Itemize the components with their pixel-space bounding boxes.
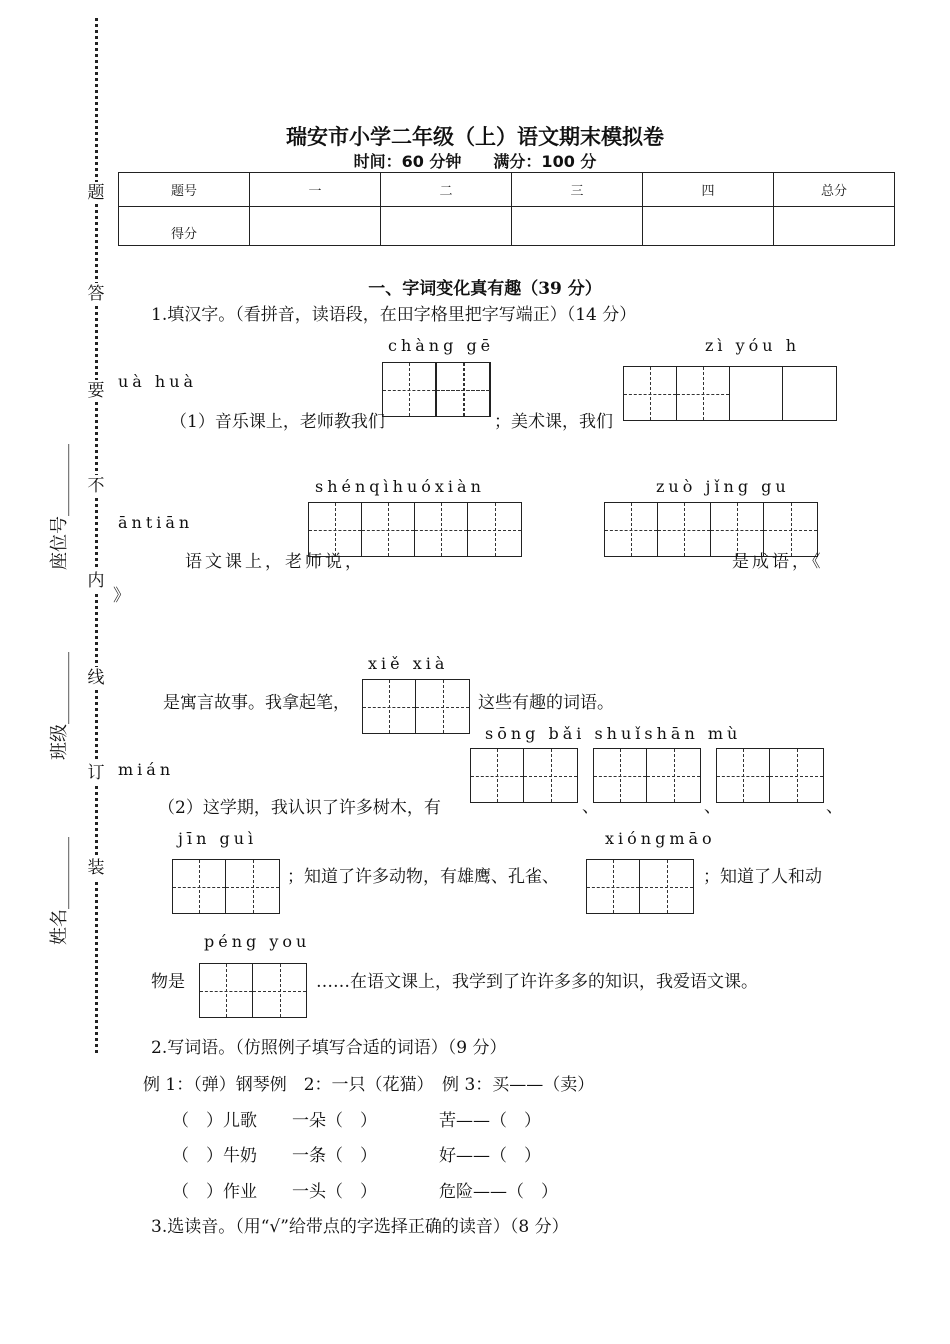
passage-text: ；知道了人和动	[703, 867, 822, 887]
pinyin: zuò jǐng gu	[656, 477, 790, 496]
name-field[interactable]: 姓名________	[49, 837, 70, 945]
score-cell[interactable]	[381, 207, 512, 246]
pinyin: jīn guì	[178, 829, 258, 848]
passage-text: 物是	[151, 972, 185, 992]
question-title: 1.填汉字。（看拼音，读语段，在田字格里把字写端正）（14 分）	[151, 305, 637, 325]
score-header: 二	[381, 173, 512, 207]
passage-text: 》	[113, 586, 130, 606]
pinyin: sōng bǎi shuǐshān mù	[485, 724, 742, 743]
score-header: 总分	[774, 173, 895, 207]
tianzige-box[interactable]	[623, 366, 837, 421]
score-header: 四	[643, 173, 774, 207]
binding-char: 内	[85, 570, 107, 592]
score-cell[interactable]	[512, 207, 643, 246]
score-cell[interactable]	[643, 207, 774, 246]
word-blank[interactable]: （ ）作业	[172, 1182, 257, 1202]
word-blank[interactable]: 苦——（ ）	[439, 1111, 541, 1131]
binding-dotted-line	[95, 18, 98, 1053]
score-cell[interactable]	[250, 207, 381, 246]
binding-char: 题	[85, 182, 107, 204]
pinyin: xiě xià	[368, 654, 449, 673]
pinyin: mián	[118, 760, 175, 779]
separator: 、	[826, 797, 843, 817]
pinyin: chàng gē	[388, 336, 495, 355]
passage-text: ；知道了许多动物，有雄鹰、孔雀、	[287, 867, 559, 887]
binding-char: 不	[85, 475, 107, 497]
question-title: 2.写词语。（仿照例子填写合适的词语）（9 分）	[151, 1038, 507, 1058]
word-blank[interactable]: 一条（ ）	[292, 1146, 377, 1166]
tianzige-box[interactable]	[199, 963, 307, 1018]
passage-text: 语文课上，老师说，	[185, 552, 365, 572]
section-heading: 一、字词变化真有趣（39 分）	[368, 279, 602, 299]
binding-char: 要	[85, 380, 107, 402]
question-title: 3.选读音。（用“√”给带点的字选择正确的读音）（8 分）	[151, 1217, 569, 1237]
pinyin: shénqìhuóxiàn	[315, 477, 485, 496]
score-header: 题号	[119, 173, 250, 207]
pinyin: péng you	[204, 932, 311, 951]
page-title: 瑞安市小学二年级（上）语文期末模拟卷	[286, 125, 664, 149]
binding-char: 答	[85, 283, 107, 305]
tianzige-box[interactable]	[172, 859, 280, 914]
pinyin: āntiān	[118, 513, 194, 532]
tianzige-box[interactable]	[593, 748, 701, 803]
question-examples: 例 1：（弹）钢琴例 2：一只（花猫） 例 3：买——（卖）	[143, 1075, 595, 1095]
tianzige-box[interactable]	[586, 859, 694, 914]
passage-text: ；美术课，我们	[494, 412, 613, 432]
word-blank[interactable]: （ ）牛奶	[172, 1146, 257, 1166]
score-row-label: 得分	[119, 207, 250, 246]
tianzige-box[interactable]	[362, 679, 470, 734]
score-table	[118, 172, 895, 246]
word-blank[interactable]: 好——（ ）	[439, 1146, 541, 1166]
passage-text: 是寓言故事。我拿起笔，	[163, 693, 350, 713]
page-subtitle: 时间：60 分钟 满分：100 分	[353, 152, 597, 171]
passage-text: ……在语文课上，我学到了许许多多的知识，我爱语文课。	[316, 972, 758, 992]
score-header: 一	[250, 173, 381, 207]
passage-text: （1）音乐课上，老师教我们	[170, 412, 385, 432]
score-cell[interactable]	[774, 207, 895, 246]
pinyin: zì yóu h	[705, 336, 800, 355]
binding-char: 订	[85, 762, 107, 784]
seat-number-field[interactable]: 座位号________	[49, 444, 70, 570]
tianzige-box[interactable]	[716, 748, 824, 803]
passage-text: 是成语，《	[732, 552, 824, 572]
tianzige-box[interactable]	[436, 362, 491, 417]
separator: 、	[582, 797, 599, 817]
binding-char: 线	[85, 667, 107, 689]
class-field[interactable]: 班级________	[49, 652, 70, 760]
word-blank[interactable]: 一头（ ）	[292, 1182, 377, 1202]
score-header: 三	[512, 173, 643, 207]
tianzige-box[interactable]	[470, 748, 578, 803]
word-blank[interactable]: 危险——（ ）	[439, 1182, 558, 1202]
pinyin: xióngmāo	[605, 829, 716, 848]
binding-char: 装	[85, 857, 107, 879]
passage-text: 这些有趣的词语。	[478, 693, 614, 713]
word-blank[interactable]: 一朵（ ）	[292, 1111, 377, 1131]
pinyin: uà huà	[118, 372, 198, 391]
passage-text: （2）这学期，我认识了许多树木，有	[158, 798, 441, 818]
word-blank[interactable]: （ ）儿歌	[172, 1111, 257, 1131]
separator: 、	[704, 797, 721, 817]
